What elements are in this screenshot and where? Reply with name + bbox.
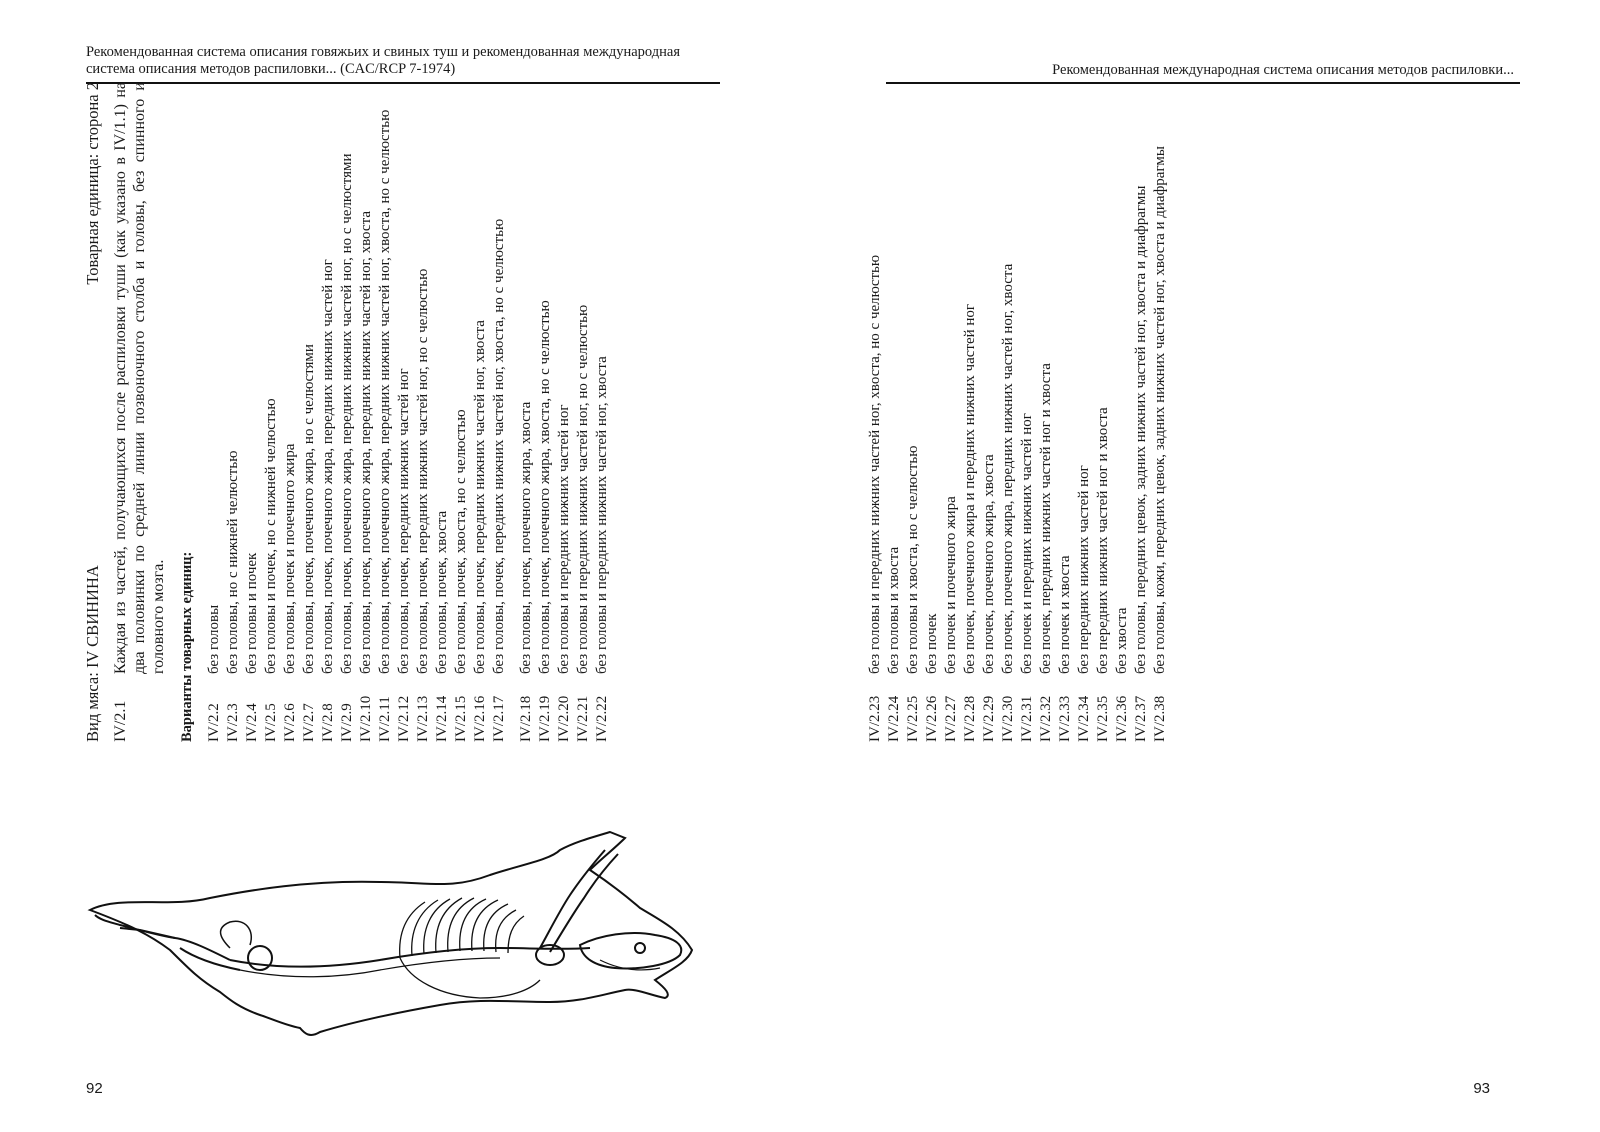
variant-text: без головы, передних цевок, задних нижних частей ног, хвоста и диафрагмы — [1133, 185, 1149, 674]
variant-entry — [1151, 82, 1170, 742]
variant-entry — [555, 82, 574, 742]
variant-text: без головы, почек, почечного жира, хвоста — [518, 401, 534, 674]
variant-code: IV/2.33 — [1057, 695, 1073, 742]
variant-code: IV/2.22 — [594, 695, 610, 742]
unit-side: Товарная единица: сторона 2 — [83, 82, 102, 285]
variant-code: IV/2.31 — [1019, 695, 1035, 742]
variant-code: IV/2.36 — [1114, 695, 1130, 742]
variant-text: без головы и хвоста, но с челюстью — [905, 445, 921, 674]
variant-text: без передних нижних частей ног и хвоста — [1095, 407, 1111, 674]
variant-entry — [574, 82, 593, 742]
variant-entry — [319, 82, 338, 742]
variant-code: IV/2.34 — [1076, 695, 1092, 742]
variant-entry — [414, 82, 433, 742]
variant-text: без почек и хвоста — [1057, 555, 1073, 674]
variant-entry — [923, 82, 942, 742]
variant-code: IV/2.6 — [282, 703, 298, 742]
page-number-right: 93 — [1473, 1080, 1490, 1097]
variant-code: IV/2.4 — [244, 703, 260, 742]
variant-entry — [395, 82, 414, 742]
meat-type: Вид мяса: IV СВИНИНА — [83, 565, 102, 742]
variant-code: IV/2.2 — [206, 703, 222, 742]
variant-code: IV/2.37 — [1133, 695, 1149, 742]
variant-entry — [1132, 82, 1151, 742]
variant-text: без почек, почечного жира, хвоста — [981, 454, 997, 674]
variant-code: IV/2.23 — [867, 695, 883, 742]
variant-entry — [338, 82, 357, 742]
variant-text: без головы и хвоста — [886, 546, 902, 674]
variant-code: IV/2.27 — [943, 695, 959, 742]
variant-entry — [262, 82, 281, 742]
variant-text: без головы, почек, передних нижних частей ног, хвоста, но с челюстью — [491, 218, 507, 674]
intro-entry — [111, 82, 168, 742]
variant-code: IV/2.14 — [434, 695, 450, 742]
variant-text: без головы и передних нижних частей ног, хвоста — [594, 356, 610, 674]
variant-code: IV/2.21 — [575, 695, 591, 742]
running-head-right: Рекомендованная международная система описания методов распиловки... — [1052, 62, 1514, 78]
variants-title: Варианты товарных единиц: — [179, 551, 195, 742]
variant-code: IV/2.25 — [905, 695, 921, 742]
variant-text: без почек и передних нижних частей ног — [1019, 413, 1035, 674]
variant-code: IV/2.11 — [377, 696, 393, 742]
variant-entry — [1018, 82, 1037, 742]
variant-entry — [961, 82, 980, 742]
variant-text: без головы и передних нижних частей ног, хвоста, но с челюстью — [867, 254, 883, 674]
variant-code: IV/2.35 — [1095, 695, 1111, 742]
variant-entry — [942, 82, 961, 742]
variant-code: IV/2.32 — [1038, 695, 1054, 742]
variant-code: IV/2.29 — [981, 695, 997, 742]
variant-text: без головы, почек, передних нижних частей ног, но с челюстью — [415, 268, 431, 674]
variant-entry — [1113, 82, 1132, 742]
variant-text: без головы и почек, но с нижней челюстью — [263, 398, 279, 674]
pelvis — [221, 921, 252, 948]
variant-entry — [1094, 82, 1113, 742]
running-head-left: Рекомендованная система описания говяжьих и свиных туш и рекомендованная международная система описания методов распиловки... (CAC/RCP 7-1974) — [86, 44, 680, 77]
variant-text: без головы и передних нижних частей ног, но с челюстью — [575, 304, 591, 674]
rotated-content-right — [866, 82, 1170, 742]
variant-entry — [357, 82, 376, 742]
variant-entry — [452, 82, 471, 742]
variant-code: IV/2.10 — [358, 695, 374, 742]
variant-text: без почек и почечного жира — [943, 496, 959, 674]
variant-code: IV/2.19 — [537, 695, 553, 742]
variant-text: без головы, кожи, передних цевок, задних нижних частей ног, хвоста и диафрагмы — [1152, 146, 1168, 674]
variant-text: без головы и передних нижних частей ног — [556, 404, 572, 674]
variant-text: без почек, передних нижних частей ног и хвоста — [1038, 363, 1054, 674]
variant-entry — [593, 82, 612, 742]
variant-entry — [224, 82, 243, 742]
variant-code: IV/2.12 — [396, 695, 412, 742]
variant-code: IV/2.16 — [472, 695, 488, 742]
variant-text: без головы, но с нижней челюстью — [225, 450, 241, 674]
variant-text: без головы, почек и почечного жира — [282, 443, 298, 674]
variant-code: IV/2.38 — [1152, 695, 1168, 742]
rotated-content-left — [83, 82, 612, 742]
variant-text: без головы, почек, почечного жира, передних нижних частей ног, хвоста — [358, 211, 374, 674]
variant-text: без хвоста — [1114, 607, 1130, 674]
variant-code: IV/2.13 — [415, 695, 431, 742]
variant-entry — [904, 82, 923, 742]
variant-code: IV/2.24 — [886, 695, 902, 742]
variant-text: без передних нижних частей ног — [1076, 465, 1092, 674]
variant-text: без головы, почек, почечного жира, передних нижних частей ног — [320, 259, 336, 674]
variant-code: IV/2.5 — [263, 703, 279, 742]
variant-entry — [885, 82, 904, 742]
intro-text: Каждая из частей, получающихся после распиловки туши (как указано в IV/1.1) на два половинки по средней линии позвоночного столба и головы, без спинного и головного мозга. — [112, 82, 167, 674]
variant-entry — [205, 82, 224, 742]
variant-entry — [536, 82, 555, 742]
variant-code: IV/2.26 — [924, 695, 940, 742]
variant-code: IV/2.28 — [962, 695, 978, 742]
page-number-left: 92 — [86, 1080, 103, 1097]
variant-entry — [1037, 82, 1056, 742]
variant-code: IV/2.8 — [320, 703, 336, 742]
variant-text: без головы, почек, хвоста — [434, 510, 450, 674]
meat-header — [83, 82, 103, 742]
variant-text: без почек — [924, 613, 940, 674]
skull — [580, 933, 681, 970]
variant-code: IV/2.3 — [225, 703, 241, 742]
variant-entry — [866, 82, 885, 742]
variant-entry — [517, 82, 536, 742]
variant-text: без головы, почек, почечного жира, передних нижних частей ног, хвоста, но с челюстью — [377, 109, 393, 674]
variant-text: без почек, почечного жира и передних нижних частей ног — [962, 303, 978, 674]
variant-text: без головы, почек, почечного жира, передних нижних частей ног, но с челюстями — [339, 153, 355, 674]
variant-code: IV/2.18 — [518, 695, 534, 742]
variant-entry — [1056, 82, 1075, 742]
variant-entry — [490, 82, 509, 742]
intro-code: IV/2.1 — [112, 700, 129, 742]
variant-text: без головы, почек, почечного жира, хвоста, но с челюстью — [537, 300, 553, 674]
variant-text: без головы, почек, передних нижних частей ног — [396, 368, 412, 674]
variant-text: без головы, почек, хвоста, но с челюстью — [453, 409, 469, 674]
variant-text: без почек, почечного жира, передних нижних частей ног, хвоста — [1000, 263, 1016, 674]
variant-code: IV/2.17 — [491, 695, 507, 742]
variant-code: IV/2.30 — [1000, 695, 1016, 742]
variant-text: без головы, почек, почечного жира, но с челюстями — [301, 344, 317, 674]
variant-entry — [300, 82, 319, 742]
carcass-outline — [90, 832, 692, 1035]
variant-code: IV/2.9 — [339, 703, 355, 742]
variant-text: без головы, почек, передних нижних частей ног, хвоста — [472, 320, 488, 674]
variant-entry — [999, 82, 1018, 742]
variant-entry — [471, 82, 490, 742]
variant-code: IV/2.15 — [453, 695, 469, 742]
variant-entry — [376, 82, 395, 742]
variant-entry — [281, 82, 300, 742]
variant-entry — [980, 82, 999, 742]
variants-list-right — [866, 82, 1170, 742]
variant-entry — [243, 82, 262, 742]
pig-carcass-skeleton-illustration — [80, 820, 710, 1050]
variant-entry — [1075, 82, 1094, 742]
variant-text: без головы — [206, 604, 222, 674]
variant-code: IV/2.20 — [556, 695, 572, 742]
variant-entry — [433, 82, 452, 742]
variants-list-left — [205, 82, 612, 742]
variant-code: IV/2.7 — [301, 703, 317, 742]
variant-text: без головы и почек — [244, 552, 260, 674]
